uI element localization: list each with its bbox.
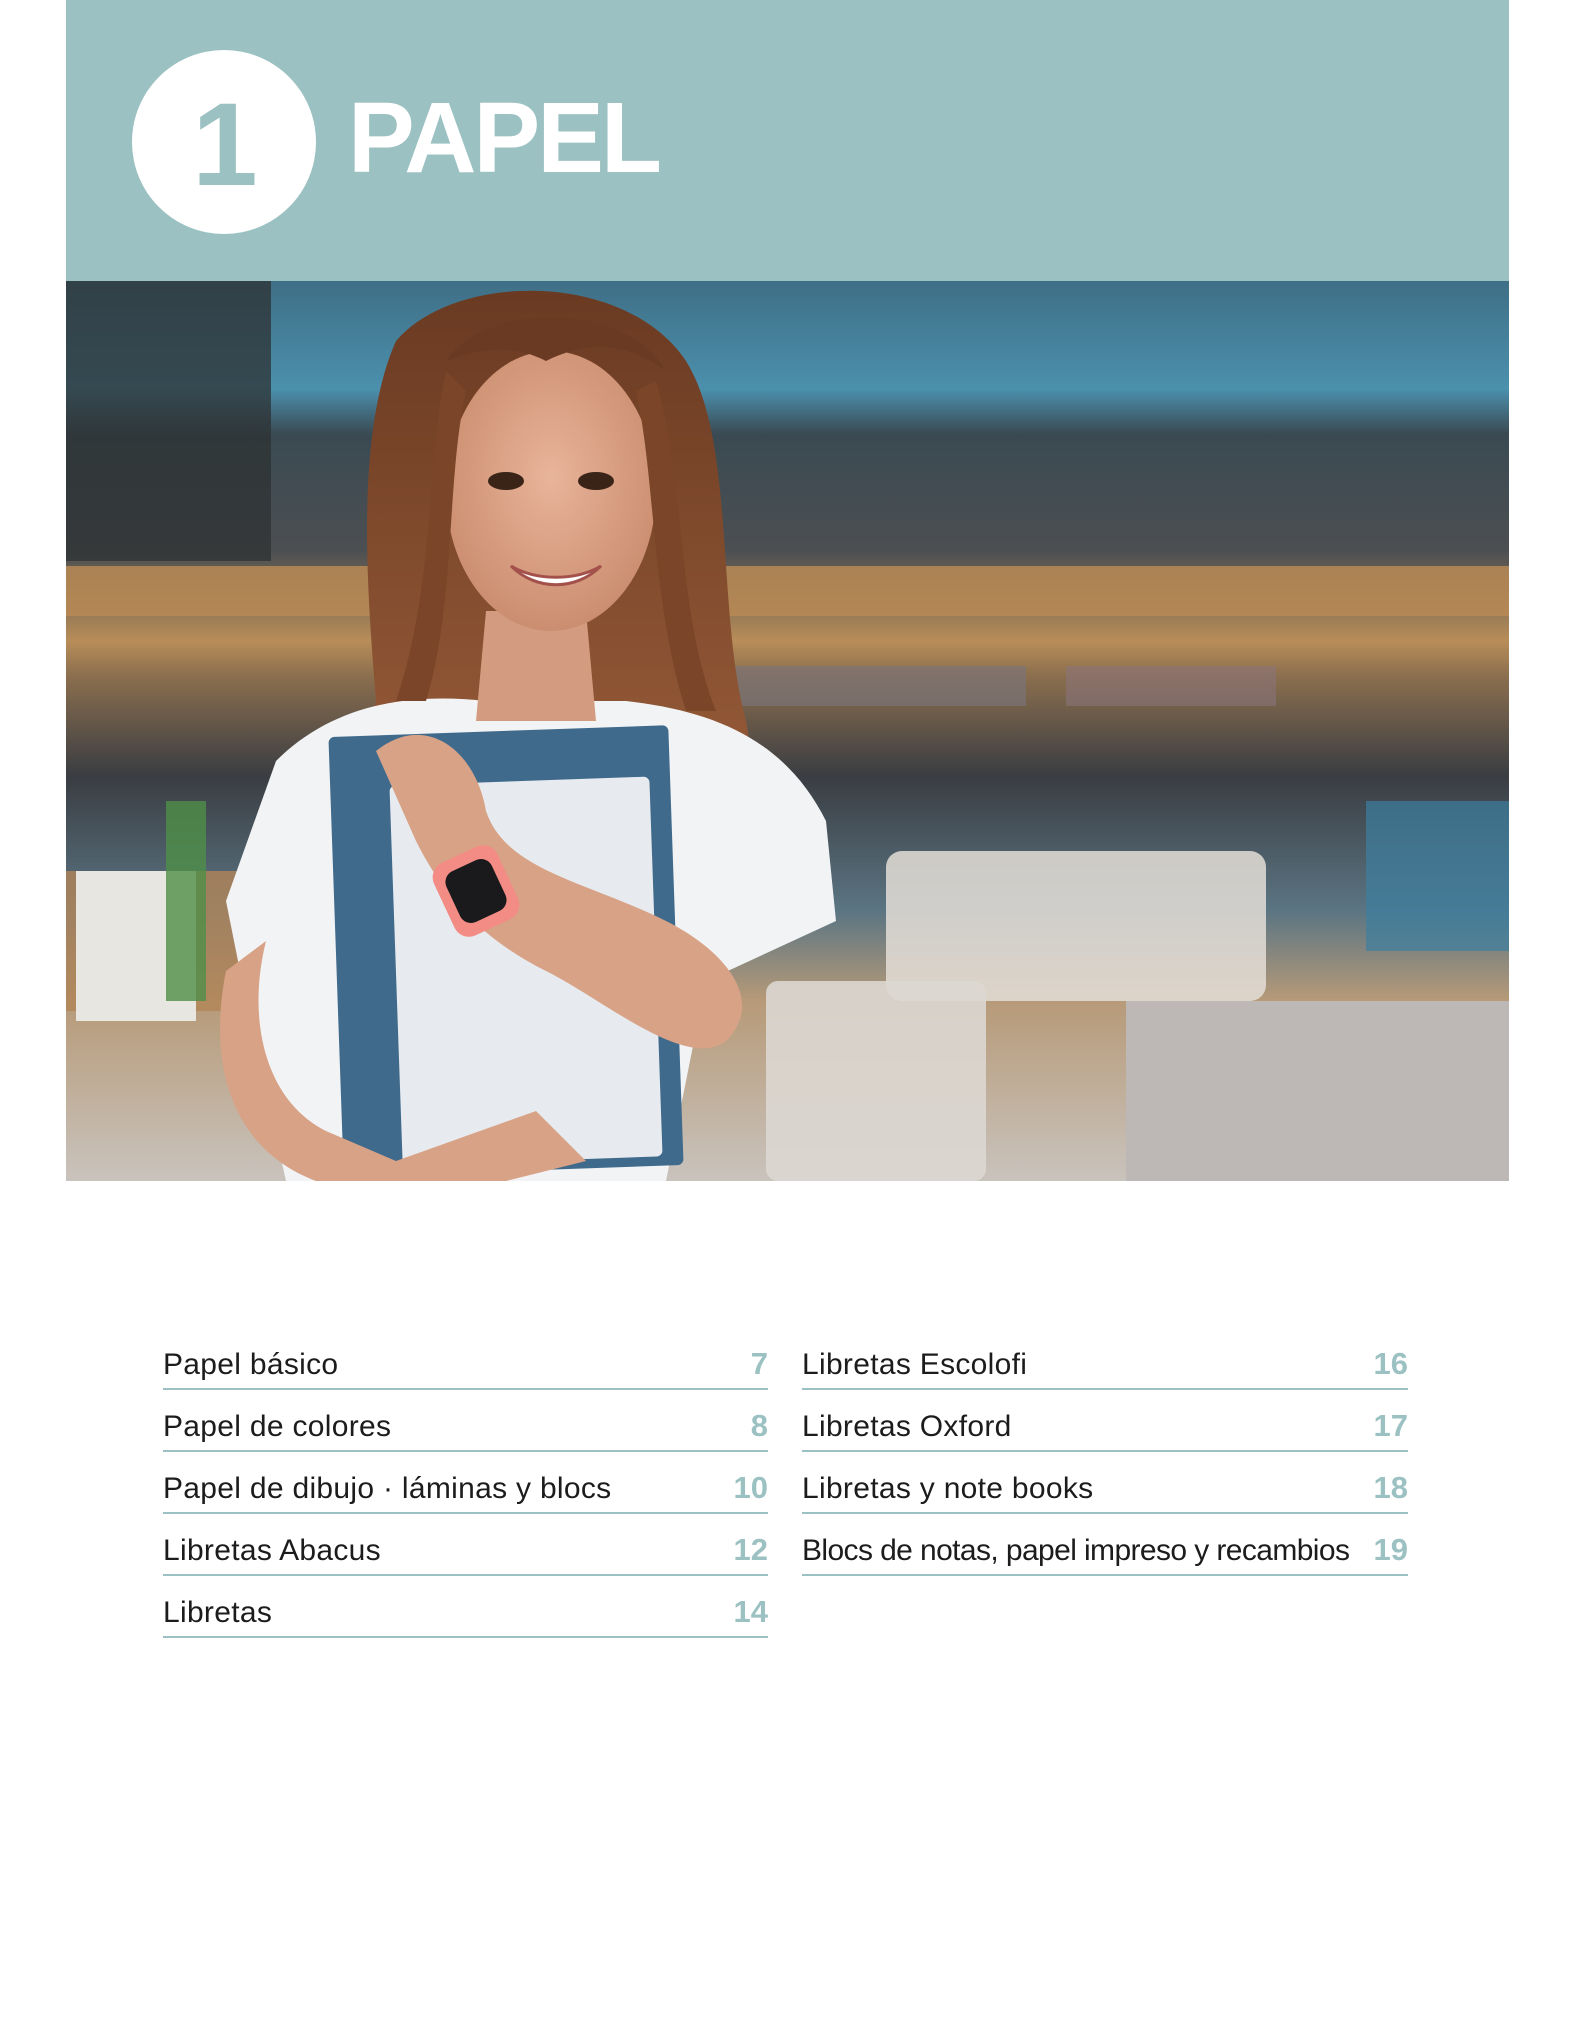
toc-entry[interactable] — [163, 1454, 768, 1514]
toc-page-number: 7 — [750, 1346, 768, 1381]
toc-entry[interactable] — [802, 1330, 1408, 1390]
toc-left-column — [163, 1330, 768, 1640]
toc-page-number: 16 — [1373, 1346, 1408, 1381]
toc-page-number: 12 — [733, 1532, 768, 1567]
chapter-number: 1 — [192, 79, 256, 211]
toc-label: Libretas Abacus — [163, 1534, 381, 1567]
toc-entry[interactable] — [163, 1578, 768, 1638]
toc-entry[interactable] — [802, 1516, 1408, 1576]
toc-entry[interactable] — [163, 1516, 768, 1576]
girl-holding-notebooks-icon — [66, 281, 1509, 1181]
toc-label: Papel de dibujo · láminas y blocs — [163, 1472, 612, 1505]
toc-label: Libretas Oxford — [802, 1410, 1012, 1443]
toc-page-number: 18 — [1373, 1470, 1408, 1505]
toc-label: Libretas — [163, 1596, 273, 1629]
chapter-title: PAPEL — [348, 82, 659, 194]
toc-right-column — [802, 1330, 1408, 1578]
toc-entry[interactable] — [802, 1392, 1408, 1452]
toc-entry[interactable] — [163, 1392, 768, 1452]
toc-entry[interactable] — [802, 1454, 1408, 1514]
chapter-number-badge — [132, 50, 316, 234]
toc-label: Blocs de notas, papel impreso y recambios — [802, 1534, 1350, 1567]
toc-label: Libretas Escolofi — [802, 1348, 1028, 1381]
toc-page-number: 8 — [750, 1408, 768, 1443]
toc-page-number: 14 — [733, 1594, 768, 1629]
toc-page-number: 17 — [1373, 1408, 1408, 1443]
toc-entry[interactable] — [163, 1330, 768, 1390]
toc-page-number: 19 — [1373, 1532, 1408, 1567]
toc-label: Papel de colores — [163, 1410, 392, 1443]
toc-page-number: 10 — [733, 1470, 768, 1505]
toc-label: Papel básico — [163, 1348, 339, 1381]
toc-label: Libretas y note books — [802, 1472, 1094, 1505]
chapter-header — [66, 0, 1509, 281]
hero-photo — [66, 281, 1509, 1181]
